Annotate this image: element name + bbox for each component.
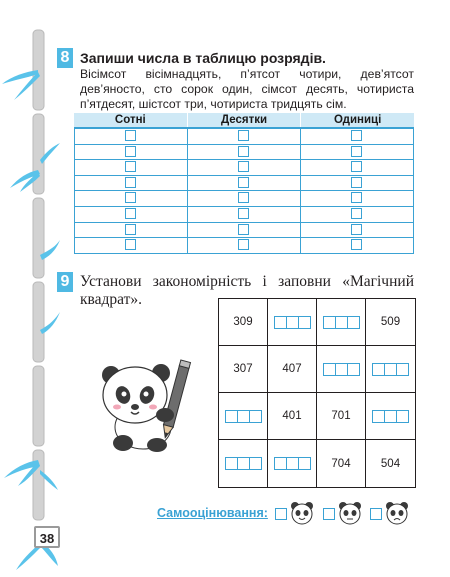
- digit-answer-box[interactable]: [125, 208, 136, 219]
- three-digit-answer-boxes[interactable]: [372, 363, 409, 376]
- table-cell: [301, 191, 414, 206]
- table-cell: [74, 191, 188, 206]
- digit-answer-box[interactable]: [238, 239, 249, 250]
- self-assessment-row: [275, 500, 420, 526]
- digit-answer-box[interactable]: [396, 363, 409, 376]
- magic-square-value: 307: [233, 363, 253, 375]
- digit-answer-box[interactable]: [396, 410, 409, 423]
- digit-answer-box[interactable]: [347, 316, 360, 329]
- magic-square-cell: [366, 299, 415, 346]
- table-cell: [188, 191, 301, 206]
- digit-answer-box[interactable]: [351, 177, 362, 188]
- magic-square-cell[interactable]: [219, 440, 268, 487]
- panda-face-icon: [384, 500, 410, 526]
- table-cell: [74, 207, 188, 222]
- table-cell: [301, 207, 414, 222]
- magic-square-cell: [219, 346, 268, 393]
- magic-square-value: 504: [380, 457, 401, 470]
- table-cell: [74, 238, 188, 253]
- place-value-table-body: [74, 127, 414, 254]
- table-cell: [301, 129, 414, 144]
- bamboo-decoration: [0, 0, 60, 577]
- digit-answer-box[interactable]: [347, 363, 360, 376]
- magic-square-cell[interactable]: [366, 393, 415, 440]
- digit-answer-box[interactable]: [249, 410, 262, 423]
- magic-square-cell[interactable]: [268, 440, 317, 487]
- digit-answer-box[interactable]: [125, 161, 136, 172]
- digit-answer-box[interactable]: [238, 130, 249, 141]
- digit-answer-box[interactable]: [351, 192, 362, 203]
- three-digit-answer-boxes[interactable]: [225, 410, 262, 423]
- table-cell: [188, 176, 301, 191]
- magic-square-cell: [268, 393, 317, 440]
- table-cell: [188, 238, 301, 253]
- table-cell: [74, 223, 188, 238]
- magic-square-cell: [317, 393, 366, 440]
- digit-answer-box[interactable]: [125, 224, 136, 235]
- table-row: [74, 191, 414, 207]
- table-cell: [301, 160, 414, 175]
- task-8-text: Вісімсот вісімнадцять, п’ятсот чотири, дев’ятсот дев’яносто, сто сорок один, сімсот десять, чотириста п’ятдесят, шістсот три, чотириста тридцять сім.: [80, 67, 414, 111]
- table-cell: [188, 129, 301, 144]
- magic-square-value: 701: [331, 410, 351, 422]
- panda-with-pencil-illustration: [95, 355, 195, 455]
- magic-square-cell: [366, 440, 415, 487]
- magic-square-cell[interactable]: [268, 299, 317, 346]
- table-row: [74, 238, 414, 254]
- table-cell: [74, 176, 188, 191]
- table-cell: [188, 160, 301, 175]
- self-assessment-checkbox-3[interactable]: [370, 508, 382, 520]
- magic-square-value: 509: [380, 316, 401, 328]
- digit-answer-box[interactable]: [125, 192, 136, 203]
- header-hundreds: Сотні: [74, 113, 188, 127]
- magic-square-cell[interactable]: [366, 346, 415, 393]
- digit-answer-box[interactable]: [298, 457, 311, 470]
- digit-answer-box[interactable]: [125, 130, 136, 141]
- table-cell: [301, 145, 414, 160]
- digit-answer-box[interactable]: [125, 177, 136, 188]
- magic-square-cell: [219, 299, 268, 346]
- place-value-table-header: [74, 113, 414, 127]
- self-assessment-checkbox-2[interactable]: [323, 508, 335, 520]
- table-row: [74, 207, 414, 223]
- panda-face-icon: [337, 500, 363, 526]
- three-digit-answer-boxes[interactable]: [323, 363, 360, 376]
- place-value-table: [74, 113, 414, 249]
- table-cell: [74, 129, 188, 144]
- digit-answer-box[interactable]: [351, 239, 362, 250]
- table-cell: [188, 207, 301, 222]
- magic-square: [218, 298, 416, 488]
- table-row: [74, 223, 414, 239]
- table-cell: [301, 238, 414, 253]
- magic-square-value: 401: [282, 410, 302, 422]
- magic-square-cell[interactable]: [317, 346, 366, 393]
- digit-answer-box[interactable]: [351, 208, 362, 219]
- table-cell: [74, 145, 188, 160]
- digit-answer-box[interactable]: [238, 177, 249, 188]
- digit-answer-box[interactable]: [238, 161, 249, 172]
- table-row: [74, 129, 414, 145]
- table-cell: [188, 145, 301, 160]
- digit-answer-box[interactable]: [351, 130, 362, 141]
- magic-square-cell[interactable]: [317, 299, 366, 346]
- digit-answer-box[interactable]: [238, 192, 249, 203]
- three-digit-answer-boxes[interactable]: [225, 457, 262, 470]
- table-row: [74, 145, 414, 161]
- magic-square-cell: [268, 346, 317, 393]
- table-cell: [74, 160, 188, 175]
- task-9-title: Установи закономірність і заповни «Магічний квадрат».: [80, 273, 414, 308]
- three-digit-answer-boxes[interactable]: [372, 410, 409, 423]
- digit-answer-box[interactable]: [125, 239, 136, 250]
- digit-answer-box[interactable]: [238, 224, 249, 235]
- magic-square-value: 309: [233, 316, 253, 328]
- table-cell: [188, 223, 301, 238]
- self-assessment-label: Самооцінювання:: [157, 506, 268, 520]
- three-digit-answer-boxes[interactable]: [274, 316, 311, 329]
- digit-answer-box[interactable]: [238, 208, 249, 219]
- three-digit-answer-boxes[interactable]: [274, 457, 311, 470]
- table-cell: [301, 176, 414, 191]
- digit-answer-box[interactable]: [351, 224, 362, 235]
- task-9-number-badge: 9: [57, 272, 73, 292]
- three-digit-answer-boxes[interactable]: [323, 316, 360, 329]
- self-assessment-checkbox-1[interactable]: [275, 508, 287, 520]
- digit-answer-box[interactable]: [298, 316, 311, 329]
- digit-answer-box[interactable]: [351, 161, 362, 172]
- digit-answer-box[interactable]: [125, 146, 136, 157]
- table-cell: [301, 223, 414, 238]
- digit-answer-box[interactable]: [249, 457, 262, 470]
- panda-face-icon: [289, 500, 315, 526]
- magic-square-value: 704: [331, 457, 351, 470]
- magic-square-cell: [317, 440, 366, 487]
- digit-answer-box[interactable]: [351, 146, 362, 157]
- digit-answer-box[interactable]: [238, 146, 249, 157]
- page-number: 38: [34, 526, 60, 548]
- table-row: [74, 176, 414, 192]
- magic-square-value: 407: [282, 363, 302, 375]
- task-8-number-badge: 8: [57, 48, 73, 68]
- magic-square-cell[interactable]: [219, 393, 268, 440]
- header-units: Одиниці: [301, 113, 414, 127]
- header-tens: Десятки: [188, 113, 302, 127]
- table-row: [74, 160, 414, 176]
- task-8-title: Запиши числа в таблицю розрядів.: [80, 50, 326, 66]
